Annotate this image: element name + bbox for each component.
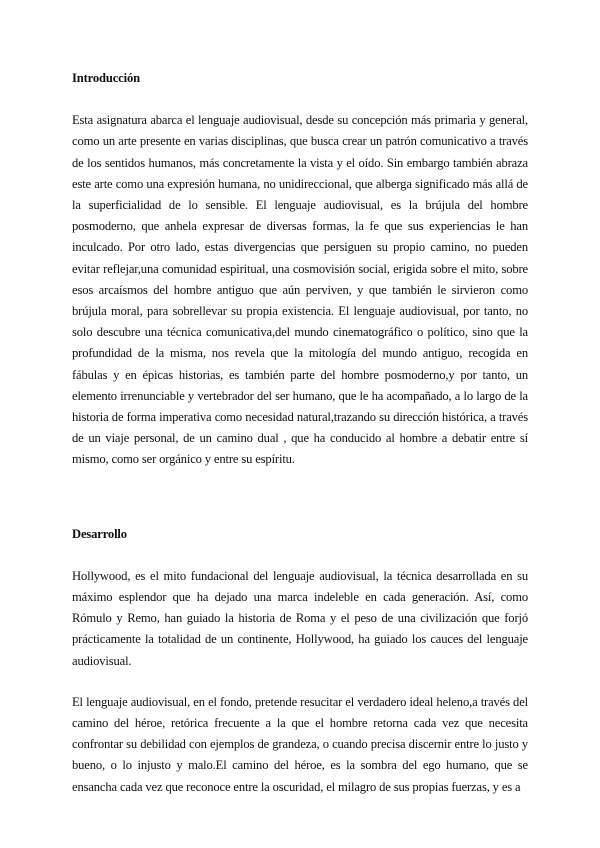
document-body xyxy=(72,68,528,798)
section-spacer xyxy=(72,471,528,524)
desarrollo-paragraph-1: Hollywood, es el mito fundacional del lenguaje audiovisual, la técnica desarrollada en su máximo esplendor que ha dejado una marca indeleble en cada generación. Así, como Rómulo y Remo, han guiado la historia de Roma y el peso de una civilización que forjó prácticamente la totalidad de un continente, Hollywood, ha guiado los cauces del lenguaje audiovisual. xyxy=(72,568,528,668)
desarrollo-paragraph-2: El lenguaje audiovisual, en el fondo, pretende resucitar el verdadero ideal heleno,a través del camino del héroe, retórica frecuente a la que el hombre retorna cada vez que necesita confrontar su debilidad con ejemplos de grandeza, o cuando precisa discernir entre lo justo y bueno, o lo injusto y malo.El camino del héroe, es la sombra del ego humano, que se ensancha cada vez que reconoce entre la oscuridad, el milagro de sus propias fuerzas, y es a xyxy=(72,694,528,794)
intro-paragraph: Esta asignatura abarca el lenguaje audiovisual, desde su concepción más primaria y general, como un arte presente en varias disciplinas, que busca crear un patrón comunicativo a través de los sentidos humanos, más concretamente la vista y el oído. Sin embargo también abraza este arte como una expresión humana, no unidireccional, que alberga significado más allá de la superficialidad de lo sensible. El lenguaje audiovisual, es la brújula del hombre posmoderno, que anhela expresar de diversas formas, la fe que sus experiencias le han inculcado. Por otro lado, estas divergencias que persiguen su propio camino, no pueden evitar reflejar,una comunidad espiritual, una cosmovisión social, erigida sobre el mito, sobre esos arcaísmos del hombre antiguo que aún perviven, y que también le sirvieron como brújula moral, para sobrellevar su propia existencia. El lenguaje audiovisual, por tanto, no solo descubre una técnica comunicativa,del mundo cinematográfico o político, sino que la profundidad de la misma, nos revela que la mitología del mundo antiguo, recogida en fábulas y en épicas historias, es también parte del hombre posmoderno,y por tanto, un elemento irrenunciable y vertebrador del ser humano, que le ha acompañado, a lo largo de la historia de forma imperativa como necesidad natural,trazando su dirección histórica, a través de un viaje personal, de un camino dual , que ha conducido al hombre a debatir entre sí mismo, como ser orgánico y entre su espíritu. xyxy=(72,113,528,467)
section-heading-desarrollo: Desarrollo xyxy=(72,526,127,541)
section-heading-introduccion: Introducción xyxy=(72,71,140,85)
